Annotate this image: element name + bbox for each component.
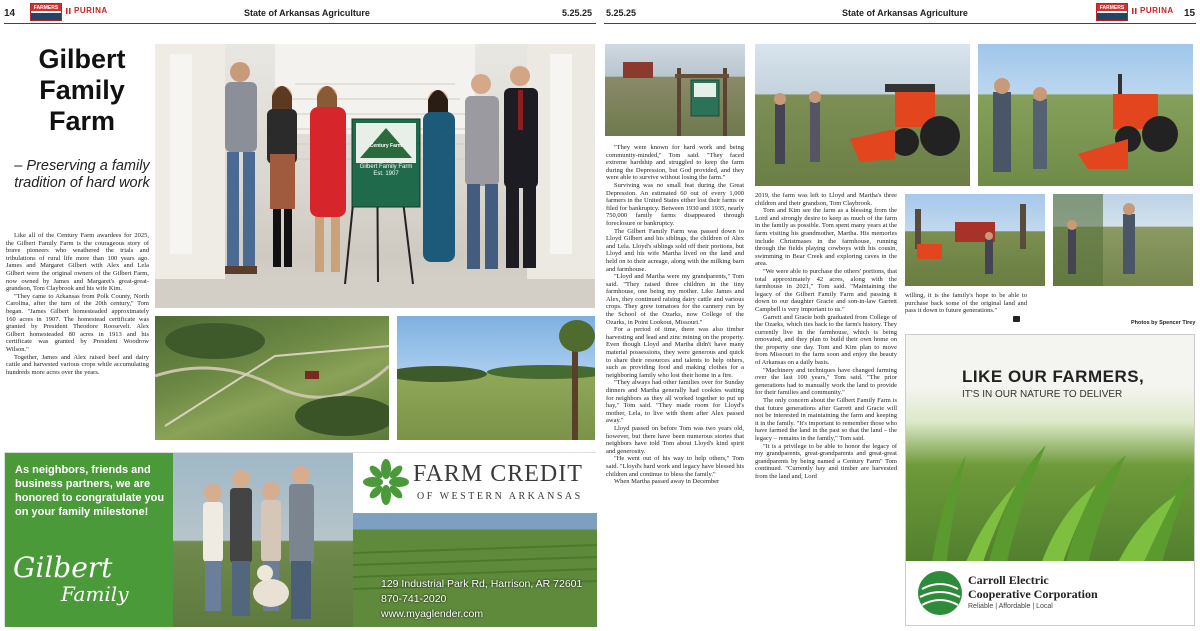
purina-logo: PURINA (1132, 6, 1174, 15)
farmhouse-photo (905, 194, 1045, 286)
article-column-4: willing, it is the family's hope to be able to purchase back some of the original land and pass it down to future generations." (905, 292, 1027, 315)
tractor-photo-2 (978, 44, 1193, 186)
photo-credit: Photos by Spencer Tirey (1131, 320, 1196, 326)
right-page-number: 15 (1184, 8, 1196, 19)
farmers-logo: FARMERS (30, 3, 62, 21)
pasture-photo (397, 316, 595, 440)
farm-credit-logo-panel (353, 453, 597, 513)
family-group-photo (155, 44, 595, 308)
carroll-headline: LIKE OUR FARMERS, (962, 367, 1145, 386)
purina-logo: PURINA (66, 6, 108, 15)
farm-credit-phone: 870-741-2020 (381, 593, 447, 605)
person-4 (423, 90, 455, 262)
article-subhead: – Preserving a family tradition of hard work (14, 158, 150, 191)
farm-credit-brand-sub: OF WESTERN ARKANSAS (417, 491, 583, 502)
sign-badge: Century Farm (369, 143, 403, 149)
farm-credit-contact (381, 577, 582, 622)
purina-checkerboard-icon (1132, 8, 1138, 14)
farm-credit-star-icon (363, 459, 409, 505)
carroll-company-2: Cooperative Corporation (968, 587, 1098, 601)
farm-credit-address: 129 Industrial Park Rd, Harrison, AR 72601 (381, 578, 583, 590)
person-1 (225, 62, 257, 274)
left-page-number: 14 (4, 8, 16, 19)
aerial-farm-photo (155, 316, 389, 440)
farm-credit-website[interactable]: www.myaglender.com (381, 608, 484, 620)
right-page-date: 5.25.25 (606, 8, 637, 18)
left-page-header (0, 0, 600, 24)
farm-sign-photo (605, 44, 745, 136)
carroll-subline: IT'S IN OUR NATURE TO DELIVER (962, 389, 1123, 400)
carroll-company-1: Carroll Electric (968, 573, 1049, 587)
article-column-3: 2019, the farm was left to Lloyd and Martha's three children and their grandson, Tom Claybrook. Tom and Kim see the farm as a blessing from the Lord and strongly desire to keep as much of the farm in the family as possible. Tom spent many years at the farm visiting his grandmother, Martha. His memories include Christmases in the farmhouse, running through the fields playing cowboys with his cousin, swimming in Bear Creek and exploring caves in the area. "We were able to purchase the others' portions, that total approximately 42 acres, along with the farmhouse in 2021," Tom said. "Maintaining the legacy of the Gilbert Family Farm and passing it down to our daughter Gracie and son-in-law Garrett Campbell is very important to us." Garrett and Gracie both graduated from College of the Ozarks, which ties back to the farm's history. They currently live in the farmhouse, which is being renovated, and they plan to build their own home on the property one day. Tom and Kim plan to move from Missouri to the farm soon and enjoy the beauty of Arkansas on a daily basis. "Machinery and techniques have changed farming over the last 100 years," Tom said. "The prior generations had to manually work the land to provide for their families and community." The only concern about the Gilbert Family Farm is that future generations after Garrett and Gracie will not be interested in maintaining the farm and keeping it in the family. "It's important to remember those who have farmed the land in the past so that the land – the legacy – remains in the family," Tom said. "It is a privilege to be able to honor the legacy of my grandparents, great-grandparents and great-great grandparents by being named a Century Farm" Tom continued. "Currently hay and timber are harvested from the land and, Lord (755, 192, 897, 480)
ad-field-photo (353, 453, 597, 627)
carroll-logo-panel (906, 561, 1195, 626)
carroll-electric-ad (905, 334, 1195, 626)
carroll-tagline: Reliable | Affordable | Local (968, 603, 1053, 610)
article-column-2: "They were known for hard work and being community-minded," Tom said. "They faced extreme hardship and struggled to keep the farm during the Depression, but God provided, and they were able to survive without losing the farm." Surviving was no small feat during the Great Depression. An estimated 60 out of every 1,000 farmers in the United States either lost their farms or filed for bankruptcy. Between 1930 and 1935, nearly 750,000 family farms disappeared through foreclosure or bankruptcy. The Gilbert Family Farm was passed down to Lloyd Gilbert and his siblings, the children of Alex and Lela. Lloyd's siblings sold off their portions, but Lloyd and his wife Martha lived on the land and held on to their acreage, along with the milking barn and farmhouse. "Lloyd and Martha were my grandparents," Tom said. "They raised three children in the tiny farmhouse, one being my mother. Like James and Alex, they continued raising dairy cattle and various crops. They grew tomatoes for the cannery run by the School of the Ozarks, now College of the Ozarks, in Point Lookout, Missouri." For a period of time, there was also timber harvesting and lead and zinc mining on the property. Even though Lloyd and Martha didn't have many material possessions, they were generous and quick to share their resources and talents to help others, such as providing food and making clothes for a neighboring family who lost their home in a fire. "They always had other families over for Sunday dinners and Martha generally had cookies waiting for neighbors as they all worked together to put up hay," Tom said. "They made room for Lloyd's mother, Lela, to live with them after Alex passed away." Lloyd passed on before Tom was two years old, however, but there have been numerous stories that neighbors have told Tom about Lloyd's kind spirit and generosity. "He went out of his way to help others," Tom said. "Lloyd's hard work and legacy have blessed his children and continue to bless the family." When Martha passed away in December (606, 144, 744, 486)
farmers-logo: FARMERS (1096, 3, 1128, 21)
right-page-header (600, 0, 1200, 24)
end-mark-icon (1013, 316, 1020, 322)
farm-credit-ad (4, 452, 596, 626)
left-page-publication: State of Arkansas Agriculture (244, 8, 370, 18)
person-6 (504, 66, 538, 268)
century-farm-sign: Gilbert Family Farm Est. 1907 (359, 164, 413, 177)
purina-checkerboard-icon (66, 8, 72, 14)
fence-post-photo (1053, 194, 1193, 286)
farm-credit-brand: FARM CREDIT (413, 461, 583, 487)
article-column-1: Like all of the Century Farm awardees for 2025, the Gilbert Family Farm is the courageous story of brave pioneers who weathered the trials and tribulations of rural life more than 100 years ago. James and Margaret Gilbert with Alex and Lela Gilbert were the original owners of the Gilbert Farm, now owned by James and Margaret's great-great-grandson, Tom Claybrook and his wife Kim. "They came to Arkansas from Polk County, North Carolina, after the turn of the 20th century," Tom began. "James Gilbert homesteaded approximately 160 acres in 1907. The homestead certificate was granted by President Theodore Roosevelt. Alex Gilbert homesteaded 80 acres in 1913 and his certificate was granted by President Woodrow Wilson." Together, James and Alex raised beef and dairy cattle and harvested various crops while accumulating hundreds more acres over the years. (6, 232, 149, 376)
person-2 (267, 86, 297, 267)
farm-credit-message-panel (5, 453, 173, 627)
right-page-publication: State of Arkansas Agriculture (842, 8, 968, 18)
tractor-photo-1 (755, 44, 970, 186)
person-3 (310, 86, 346, 272)
ad-congratulations-text: As neighbors, friends and business partners, we are honored to congratulate you on your family milestone! (15, 464, 165, 518)
person-5 (465, 74, 499, 269)
ad-script-family: Family (61, 582, 129, 606)
carroll-globe-icon (916, 569, 964, 617)
ad-script-gilbert: Gilbert (13, 551, 113, 584)
article-headline: Gilbert Family Farm (38, 44, 126, 136)
left-page-date: 5.25.25 (562, 8, 593, 18)
ad-family-photo (173, 453, 353, 627)
